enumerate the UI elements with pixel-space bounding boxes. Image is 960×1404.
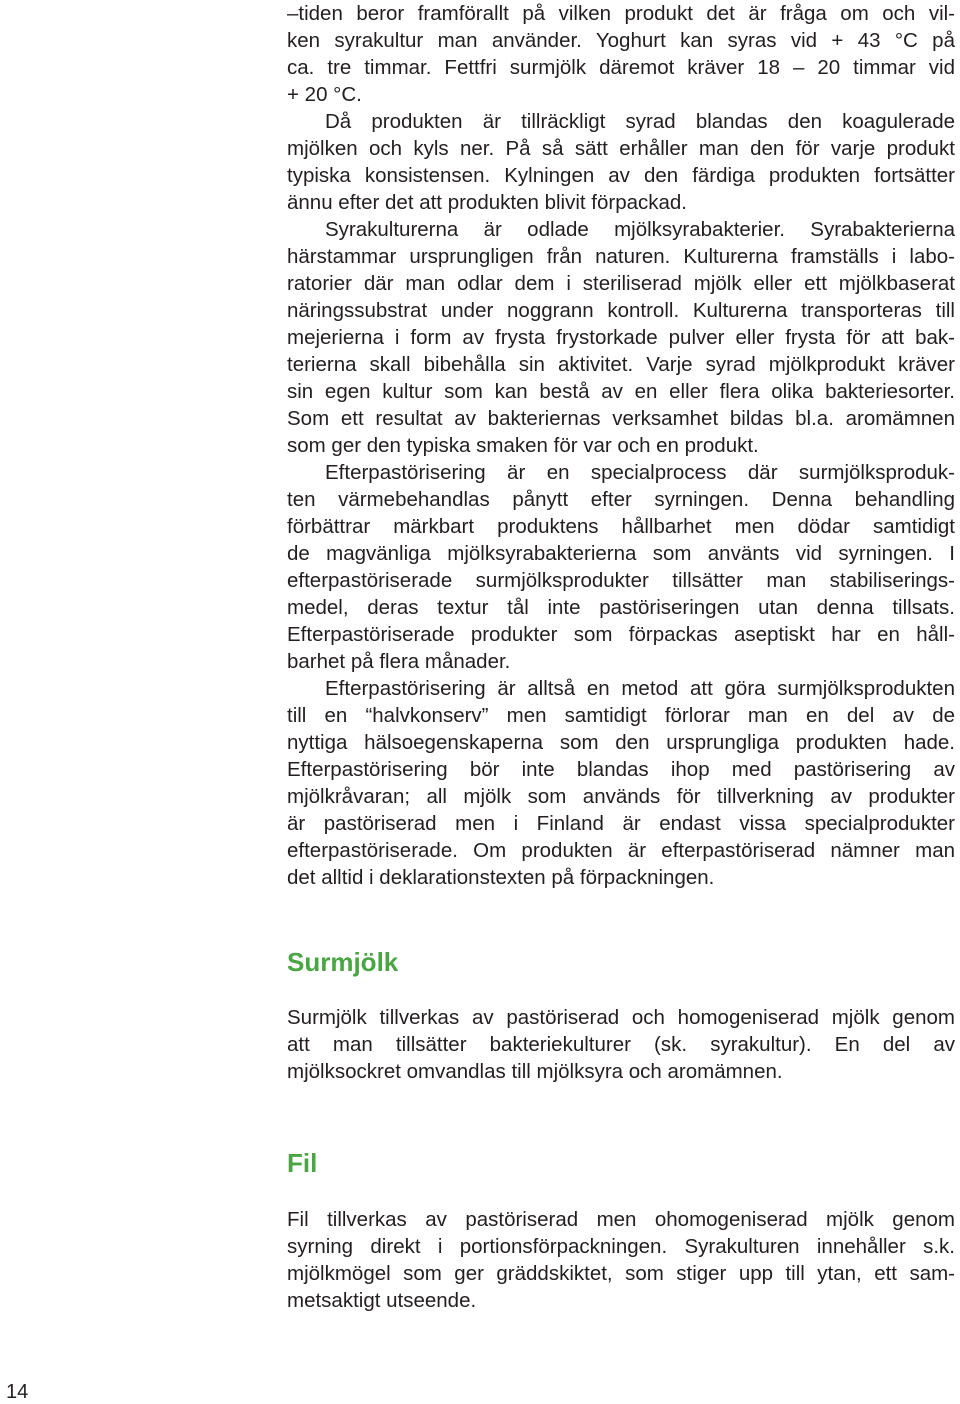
section-heading-fil: Fil: [287, 1148, 318, 1178]
section-heading-surmjolk: Surmjölk: [287, 947, 399, 977]
paragraph-3-line-1: Efterpastörisering är en specialprocess där surmjölksproduk-: [325, 461, 955, 484]
paragraph-4-line-8: det alltid i deklarationstexten på förpackningen.: [287, 866, 715, 889]
paragraph-4-line-1: Efterpastörisering är alltså en metod att göra surmjölksprodukten: [325, 677, 955, 700]
paragraph-4-line-3: nyttiga hälsoegenskaperna som den ursprungliga produkten hade.: [287, 731, 955, 754]
paragraph-3-line-4: de magvänliga mjölksyrabakterierna som använts vid syrningen. I: [287, 542, 955, 565]
fil-line-3: mjölkmögel som ger gräddskiktet, som stiger upp till ytan, ett sam-: [287, 1262, 955, 1285]
paragraph-2-line-5: mejerierna i form av frysta frystorkade pulver eller frysta för att bak-: [287, 326, 955, 349]
page-number: 14: [6, 1381, 29, 1403]
paragraph-2-line-6: terierna skall bibehålla sin aktivitet. Varje syrad mjölkprodukt kräver: [287, 353, 955, 376]
intro-line-3: ca. tre timmar. Fettfri surmjölk däremot kräver 18 – 20 timmar vid: [287, 56, 955, 79]
paragraph-3-line-6: medel, deras textur tål inte pastöriseringen utan denna tillsats.: [287, 596, 955, 619]
paragraph-2-line-3: ratorier där man odlar dem i steriliserad mjölk eller ett mjölkbaserat: [287, 272, 955, 295]
paragraph-4-line-6: är pastöriserad men i Finland är endast vissa specialprodukter: [287, 812, 955, 835]
paragraph-1-line-1: Då produkten är tillräckligt syrad blandas den koagulerade: [325, 110, 955, 133]
surmjolk-line-2: att man tillsätter bakteriekulturer (sk. syrakultur). En del av: [287, 1033, 955, 1056]
paragraph-3-line-7: Efterpastöriserade produkter som förpackas aseptiskt har en håll-: [287, 623, 955, 646]
paragraph-4-line-5: mjölkråvaran; all mjölk som används för tillverkning av produkter: [287, 785, 955, 808]
intro-line-2: ken syrakultur man använder. Yoghurt kan syras vid + 43 °C på: [287, 29, 955, 52]
paragraph-4-line-7: efterpastöriserade. Om produkten är efterpastöriserad nämner man: [287, 839, 955, 862]
paragraph-1-line-4: ännu efter det att produkten blivit förpackad.: [287, 191, 688, 214]
surmjolk-line-1: Surmjölk tillverkas av pastöriserad och homogeniserad mjölk genom: [287, 1006, 955, 1029]
paragraph-2-line-8: Som ett resultat av bakteriernas verksamhet bildas bl.a. aromämnen: [287, 407, 955, 430]
paragraph-4-line-4: Efterpastörisering bör inte blandas ihop med pastörisering av: [287, 758, 955, 781]
paragraph-4-line-2: till en “halvkonserv” men samtidigt förlorar man en del av de: [287, 704, 955, 727]
paragraph-3-line-5: efterpastöriserade surmjölksprodukter tillsätter man stabiliserings-: [287, 569, 955, 592]
paragraph-3-line-8: barhet på flera månader.: [287, 650, 511, 673]
paragraph-1-line-3: typiska konsistensen. Kylningen av den färdiga produkten fortsätter: [287, 164, 955, 187]
paragraph-2-line-2: härstammar ursprungligen från naturen. Kulturerna framställs i labo-: [287, 245, 955, 268]
fil-line-4: metsaktigt utseende.: [287, 1289, 477, 1312]
paragraph-2-line-7: sin egen kultur som kan bestå av en eller flera olika bakteriesorter.: [287, 380, 955, 403]
surmjolk-line-3: mjölksockret omvandlas till mjölksyra och aromämnen.: [287, 1060, 783, 1083]
fil-line-2: syrning direkt i portionsförpackningen. Syrakulturen innehåller s.k.: [287, 1235, 955, 1258]
paragraph-2-line-1: Syrakulturerna är odlade mjölksyrabakterier. Syrabakterierna: [325, 218, 955, 241]
intro-line-1: –tiden beror framförallt på vilken produkt det är fråga om och vil-: [287, 2, 955, 25]
paragraph-1-line-2: mjölken och kyls ner. På så sätt erhåller man den för varje produkt: [287, 137, 955, 160]
intro-line-4: + 20 °C.: [287, 83, 362, 106]
paragraph-2-line-4: näringssubstrat under noggrann kontroll. Kulturerna transporteras till: [287, 299, 955, 322]
paragraph-3-line-2: ten värmebehandlas pånytt efter syrningen. Denna behandling: [287, 488, 955, 511]
paragraph-3-line-3: förbättrar märkbart produktens hållbarhet men dödar samtidigt: [287, 515, 955, 538]
paragraph-2-line-9: som ger den typiska smaken för var och en produkt.: [287, 434, 759, 457]
fil-line-1: Fil tillverkas av pastöriserad men ohomogeniserad mjölk genom: [287, 1208, 955, 1231]
